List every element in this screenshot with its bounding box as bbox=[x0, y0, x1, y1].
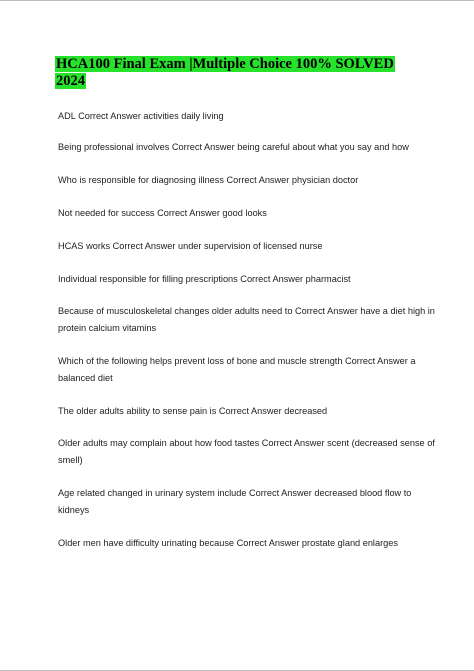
qa-item-11: Age related changed in urinary system include Correct Answer decreased blood flow to kidneys bbox=[58, 488, 412, 515]
qa-item-2: Being professional involves Correct Answer being careful about what you say and how bbox=[58, 142, 409, 152]
qa-item-7: Because of musculoskeletal changes older adults need to Correct Answer have a diet high in protein calcium vitamins bbox=[58, 306, 435, 333]
qa-item-6: Individual responsible for filling prescriptions Correct Answer pharmacist bbox=[58, 274, 351, 284]
qa-item-1: ADL Correct Answer activities daily living bbox=[58, 111, 224, 121]
qa-item-3: Who is responsible for diagnosing illness Correct Answer physician doctor bbox=[58, 175, 359, 185]
qa-item-4: Not needed for success Correct Answer good looks bbox=[58, 208, 267, 218]
top-divider bbox=[0, 0, 474, 1]
qa-item-10: Older adults may complain about how food tastes Correct Answer scent (decreased sense of smell) bbox=[58, 438, 435, 465]
qa-item-12: Older men have difficulty urinating because Correct Answer prostate gland enlarges bbox=[58, 538, 398, 548]
qa-item-5: HCAS works Correct Answer under supervision of licensed nurse bbox=[58, 241, 323, 251]
qa-item-8: Which of the following helps prevent loss of bone and muscle strength Correct Answer a balanced diet bbox=[58, 356, 416, 383]
title-highlight: HCA100 Final Exam |Multiple Choice 100% SOLVED 2024 bbox=[56, 56, 394, 89]
qa-item-9: The older adults ability to sense pain is Correct Answer decreased bbox=[58, 406, 328, 416]
document-title bbox=[55, 56, 410, 90]
